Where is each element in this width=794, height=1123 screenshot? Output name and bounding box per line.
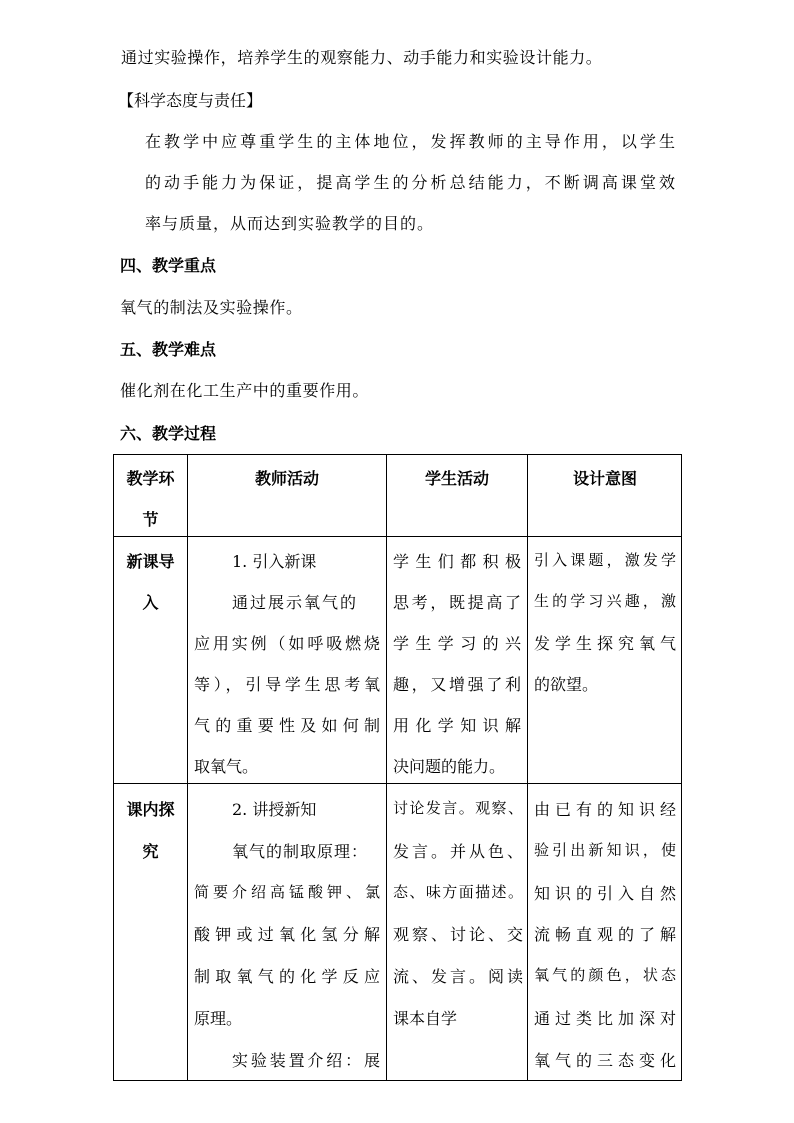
row1-design-cell: 引入课题，激发学 生的学习兴趣，激 发学生探究氧气 的欲望。: [534, 551, 676, 694]
section4-heading: 四、教学重点: [120, 256, 217, 275]
section5-heading: 五、教学难点: [120, 340, 217, 359]
row2-student-cell: 讨论发言。观察、 发言。并从色、 态、味方面描述。 观察、讨论、交 流、发言。阅读 课本自学: [393, 799, 523, 1028]
row2-stage-cell: 课内探 究: [126, 800, 175, 861]
row2-design-cell: 由已有的知识经 验引出新知识，使 知识的引入自然 流畅直观的了解 氧气的颜色，状态 通过类比加深对 氧气的三态变化: [534, 800, 676, 1070]
row1-student-cell: 学生们都积极 思考，既提高了 学生学习的兴 趣，又增强了利 用化学知识解 决问题的能力。: [393, 552, 521, 776]
row1-stage-cell: 新课导 入: [126, 552, 175, 612]
section6-heading: 六、教学过程: [120, 424, 217, 443]
intro-line: 通过实验操作，培养学生的观察能力、动手能力和实验设计能力。: [121, 48, 603, 67]
section5-text: 催化剂在化工生产中的重要作用。: [120, 381, 370, 400]
header-cell-student: 学生活动: [424, 469, 489, 488]
row1-teacher-cell: 1. 引入新课 通过展示氧气的 应用实例（如呼吸燃烧 等），引导学生思考氧 气的重要性及如何制 取氧气。: [194, 552, 380, 776]
section4-text: 氧气的制法及实验操作。: [120, 298, 303, 317]
header-cell-design: 设计意图: [572, 469, 637, 488]
header-cell-stage: 教学环 节: [126, 469, 175, 529]
attitude-line-3: 率与质量，从而达到实验教学的目的。: [145, 214, 435, 233]
attitude-line-1: 在教学中应尊重学生的主体地位，发挥教师的主导作用，以学生: [145, 132, 675, 151]
teaching-process-table: [113, 454, 682, 1081]
attitude-heading: 【科学态度与责任】: [118, 91, 263, 110]
attitude-line-2: 的动手能力为保证，提高学生的分析总结能力，不断调高课堂效: [145, 173, 675, 192]
header-cell-teacher: 教师活动: [254, 469, 319, 488]
row2-teacher-cell: 2. 讲授新知 氧气的制取原理： 简要介绍高锰酸钾、氯 酸钾或过氧化氢分解 制取氧气的化学反应 原理。 实验装置介绍：展: [194, 800, 380, 1070]
